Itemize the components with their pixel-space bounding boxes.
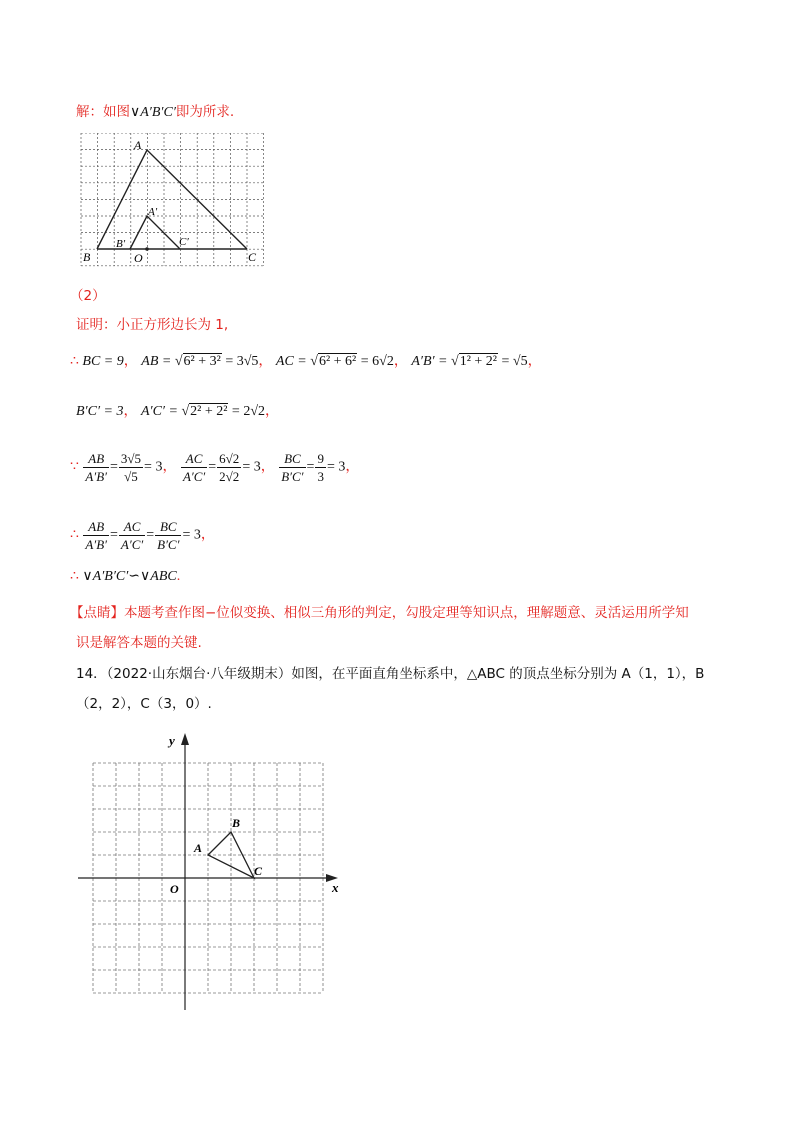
- label-o: O: [170, 882, 179, 896]
- label-b: B: [83, 250, 91, 264]
- label-o: O: [134, 251, 143, 265]
- label-c: C: [254, 864, 263, 878]
- solution-line: [76, 103, 234, 122]
- axis-label-x: x: [332, 880, 339, 895]
- comment-line-1: 【点睛】本题考查作图−位似变换、相似三角形的判定，勾股定理等知识点，理解题意、灵活运用所学知: [70, 605, 689, 621]
- label-c: C: [248, 250, 257, 264]
- problem14-line-1: 14．（2022·山东烟台·八年级期末）如图，在平面直角坐标系中，△ABC 的顶点坐标分别为 A（1，1），B: [76, 666, 705, 682]
- solution-suffix: 即为所求.: [175, 104, 235, 120]
- axis-label-y: y: [169, 733, 175, 748]
- label-a1: A′: [148, 206, 158, 218]
- proof-line-2: B′C′ = 3， A′C′ = √2² + 2² = 2√2，: [76, 404, 280, 419]
- solution-triangle: ∨A′B′C′: [130, 105, 176, 120]
- solution-prefix: 解：如图: [76, 104, 130, 120]
- label-c1: C′: [179, 236, 189, 248]
- label-b1: B′: [116, 238, 126, 250]
- triangle-abc: [97, 150, 247, 249]
- proof-line-3: ∵ $\frac{AB}{A'B'}$ = $\frac{3√5}{√5}$ = 3， $\frac{AC}{A'C'}$ = $\frac{6√2}{2√2}$ = 3， $\frac{BC}{B'C'}$ = $\frac{9}{3}$ = 3，: [70, 451, 360, 484]
- proof-intro: 证明：小正方形边长为 1,: [76, 317, 229, 333]
- proof-line-4: ∴ $\frac{AB}{A'B'}$ = $\frac{AC}{A'C'}$ = $\frac{BC}{B'C'}$ = 3，: [70, 519, 215, 552]
- figure-1-grid: [80, 133, 265, 267]
- comment-line-2: 识是解答本题的关键.: [76, 635, 202, 651]
- proof-line-1: ∴ BC = 9， AB = √6² + 3² = 3√5， AC = √6² + 6² = 6√2， A′B′ = √1² + 2² = √5，: [70, 354, 542, 369]
- part2-label: （2）: [70, 288, 106, 304]
- label-a: A: [194, 841, 203, 855]
- figure-2-coordinate-grid: [60, 725, 350, 1015]
- problem14-line-2: （2，2），C（3，0）.: [76, 696, 212, 712]
- label-a: A: [134, 138, 142, 152]
- comment-tag: 【点睛】: [70, 605, 124, 621]
- point-o: [145, 247, 149, 251]
- y-axis-arrow-icon: [181, 733, 189, 745]
- label-b: B: [232, 816, 241, 830]
- proof-line-5: ∴ ∨A′B′C′∽∨ABC.: [70, 569, 181, 584]
